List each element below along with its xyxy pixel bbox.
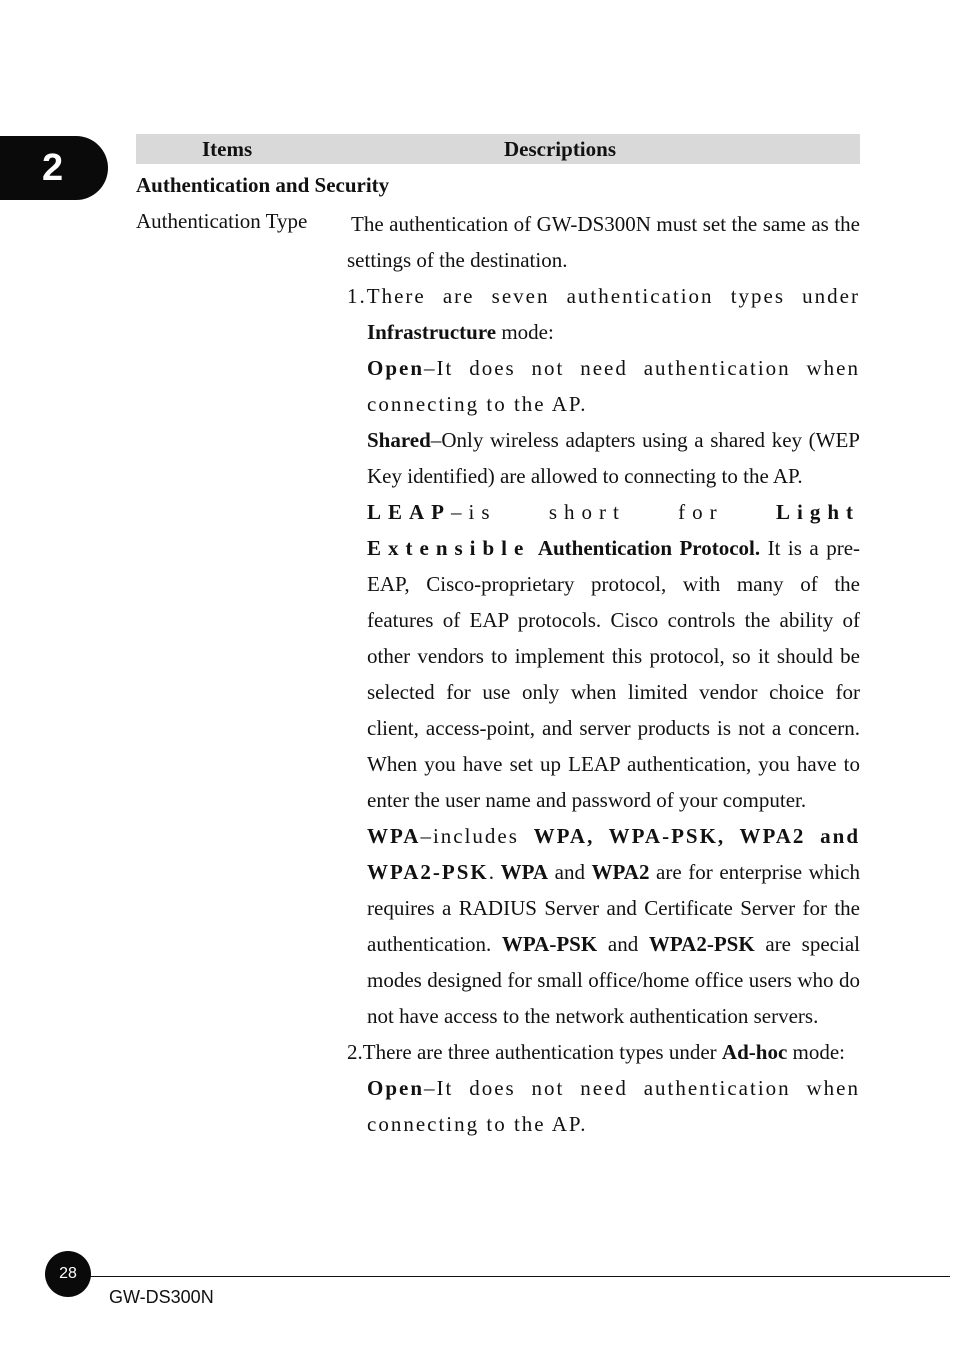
leap-text: It is a pre-EAP, Cisco-proprietary protocol, with many of the features of EAP protocols. Cisco controls the ability of other vendors to implement this protocol, so it should be selected for use only when limited vendor choice for client, access-point, and server products is not a concern. When you have set up LEAP authentication, you have to enter the user name and password of your computer. — [367, 536, 861, 812]
open-adhoc-term: Open — [367, 1076, 425, 1100]
wpa-text-4: and — [597, 932, 649, 956]
open-adhoc-text: –It does not need authentication when connecting to the AP. — [367, 1076, 860, 1136]
wpa-bold-4: WPA-PSK — [501, 932, 598, 956]
infrastructure-paragraph — [347, 278, 860, 350]
page-number: 28 — [45, 1251, 91, 1297]
wpa-text-1: . — [488, 860, 501, 884]
wpa-bold-5: WPA2-PSK — [648, 932, 755, 956]
shared-text: –Only wireless adapters using a shared key (WEP Key identified) are allowed to connecting to the AP. — [367, 428, 860, 488]
adhoc-tail: mode: — [787, 1040, 846, 1064]
wpa-paragraph — [347, 818, 860, 1034]
column-header-items: Items — [202, 137, 253, 161]
wpa-text-2: and — [548, 860, 592, 884]
wpa-bold-2: WPA — [500, 860, 549, 884]
open-text: –It does not need authentication when connecting to the AP. — [367, 356, 860, 416]
leap-term: LEAP — [367, 500, 452, 524]
section-title: Authentication and Security — [136, 173, 390, 197]
open-adhoc-paragraph — [347, 1070, 860, 1142]
footer-divider — [66, 1276, 950, 1277]
wpa-bold-1: WPA, WPA-PSK, WPA2 and WPA2-PSK — [367, 824, 860, 884]
leap-mid: –is short for — [451, 500, 776, 524]
intro-paragraph: The authentication of GW-DS300N must set the same as the settings of the destination. — [347, 212, 860, 272]
infrastructure-lead: 1.There are seven authentication types under — [347, 284, 860, 308]
shared-paragraph — [347, 422, 860, 494]
adhoc-lead: 2.There are three authentication types under — [347, 1040, 722, 1064]
shared-term: Shared — [367, 428, 431, 452]
open-paragraph — [347, 350, 860, 422]
leap-bold-1: Light Extensible — [367, 500, 860, 560]
adhoc-term: Ad-hoc — [721, 1040, 788, 1064]
infrastructure-term: Infrastructure — [367, 320, 497, 344]
column-header-descriptions: Descriptions — [504, 137, 616, 161]
item-label: Authentication Type — [136, 209, 308, 233]
adhoc-paragraph — [347, 1034, 860, 1070]
wpa-text-5: are special modes designed for small office/home office users who do not have access to the network authentication servers. — [367, 932, 860, 1028]
item-description — [347, 206, 860, 1142]
wpa-text-3: are for enterprise which requires a RADIUS Server and Certificate Server for the authentication. — [367, 860, 861, 956]
table-header — [136, 134, 860, 164]
leap-bold-2: Authentication Protocol. — [537, 536, 761, 560]
leap-paragraph — [347, 494, 860, 818]
open-term: Open — [367, 356, 425, 380]
chapter-tab: 2 — [0, 136, 108, 200]
infrastructure-tail: mode: — [496, 320, 554, 344]
wpa-bold-3: WPA2 — [591, 860, 650, 884]
footer-model: GW-DS300N — [109, 1287, 214, 1307]
wpa-mid: –includes — [420, 824, 534, 848]
wpa-term: WPA — [367, 824, 421, 848]
